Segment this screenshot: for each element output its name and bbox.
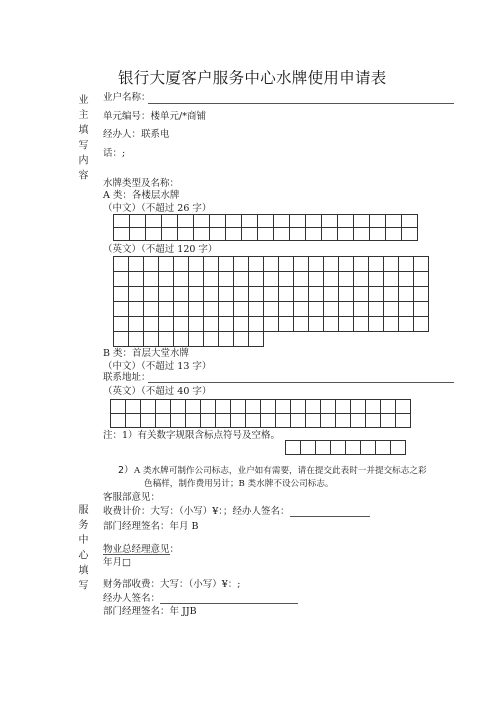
handler-sign-field[interactable]	[160, 603, 298, 604]
section-owner-label: 业 主 填 写 内 容	[76, 94, 87, 181]
owner-name-field[interactable]	[148, 103, 454, 104]
contact-address-label: 联系地址：	[103, 372, 151, 383]
note-1: 注：1）有关数字规限含标点符号及空格。	[103, 430, 281, 441]
section-service-label: 服 务 中 心 填 写	[76, 504, 87, 591]
class-b-english-label: （英文）（不超过 40 字）	[103, 386, 212, 397]
note-2-line-2: 色稿样，制作费用另计；B 类水牌不设公司标志。	[144, 479, 334, 489]
form-title: 银行大厦客户服务中心水牌使用申请表	[118, 69, 387, 87]
manager-sign-label-2: 部门经理签名：年 JJB	[103, 606, 197, 617]
phone-label: 话：;	[103, 148, 126, 159]
unit-number-label: 单元编号：楼单元/*商铺	[103, 111, 206, 122]
class-b-chinese-label: （中文）（不超过 13 字）	[103, 361, 212, 372]
finance-fee-label: 财务部收费：大写：（小写）¥：;	[103, 579, 241, 590]
note-1-grid[interactable]	[285, 440, 406, 455]
class-b-english-grid[interactable]	[110, 399, 411, 428]
class-a-chinese-label: （中文）（不超过 26 字）	[103, 203, 212, 214]
fee-label: 收费计价：大写：（小写）¥：；经办人签名：	[103, 506, 290, 517]
class-a-english-grid[interactable]	[113, 256, 429, 332]
fee-signature-field[interactable]	[290, 516, 370, 517]
owner-name-label: 业户名称：	[103, 92, 151, 103]
handler-label: 经办人：联系电	[103, 129, 170, 140]
class-a-english-label: （英文）（不超过 120 字）	[103, 244, 218, 255]
contact-address-field[interactable]	[148, 382, 454, 383]
class-a-english-grid-tail[interactable]	[113, 331, 264, 347]
gm-opinion-label: 物业总经理意见：	[103, 544, 180, 555]
class-b-label: B 类：首层大堂水牌	[103, 348, 190, 359]
dept-opinion-label: 客服部意见：	[103, 492, 161, 503]
handler-sign-label: 经办人签名：	[103, 593, 161, 604]
class-a-chinese-grid[interactable]	[113, 214, 418, 241]
sign-type-heading: 水牌类型及名称：	[103, 178, 180, 189]
gm-date-label: 年月□	[103, 557, 131, 568]
note-2-line-1: A 类水牌可制作公司标志，业户如有需要，请在提交此表时一并提交标志之彩	[134, 466, 427, 476]
gm-opinion-underline[interactable]	[103, 554, 170, 555]
manager-sign-label: 部门经理签名：年月 B	[103, 521, 199, 532]
class-a-label: A 类：各楼层水牌	[103, 190, 180, 201]
note-2-number: 2）	[118, 465, 134, 476]
